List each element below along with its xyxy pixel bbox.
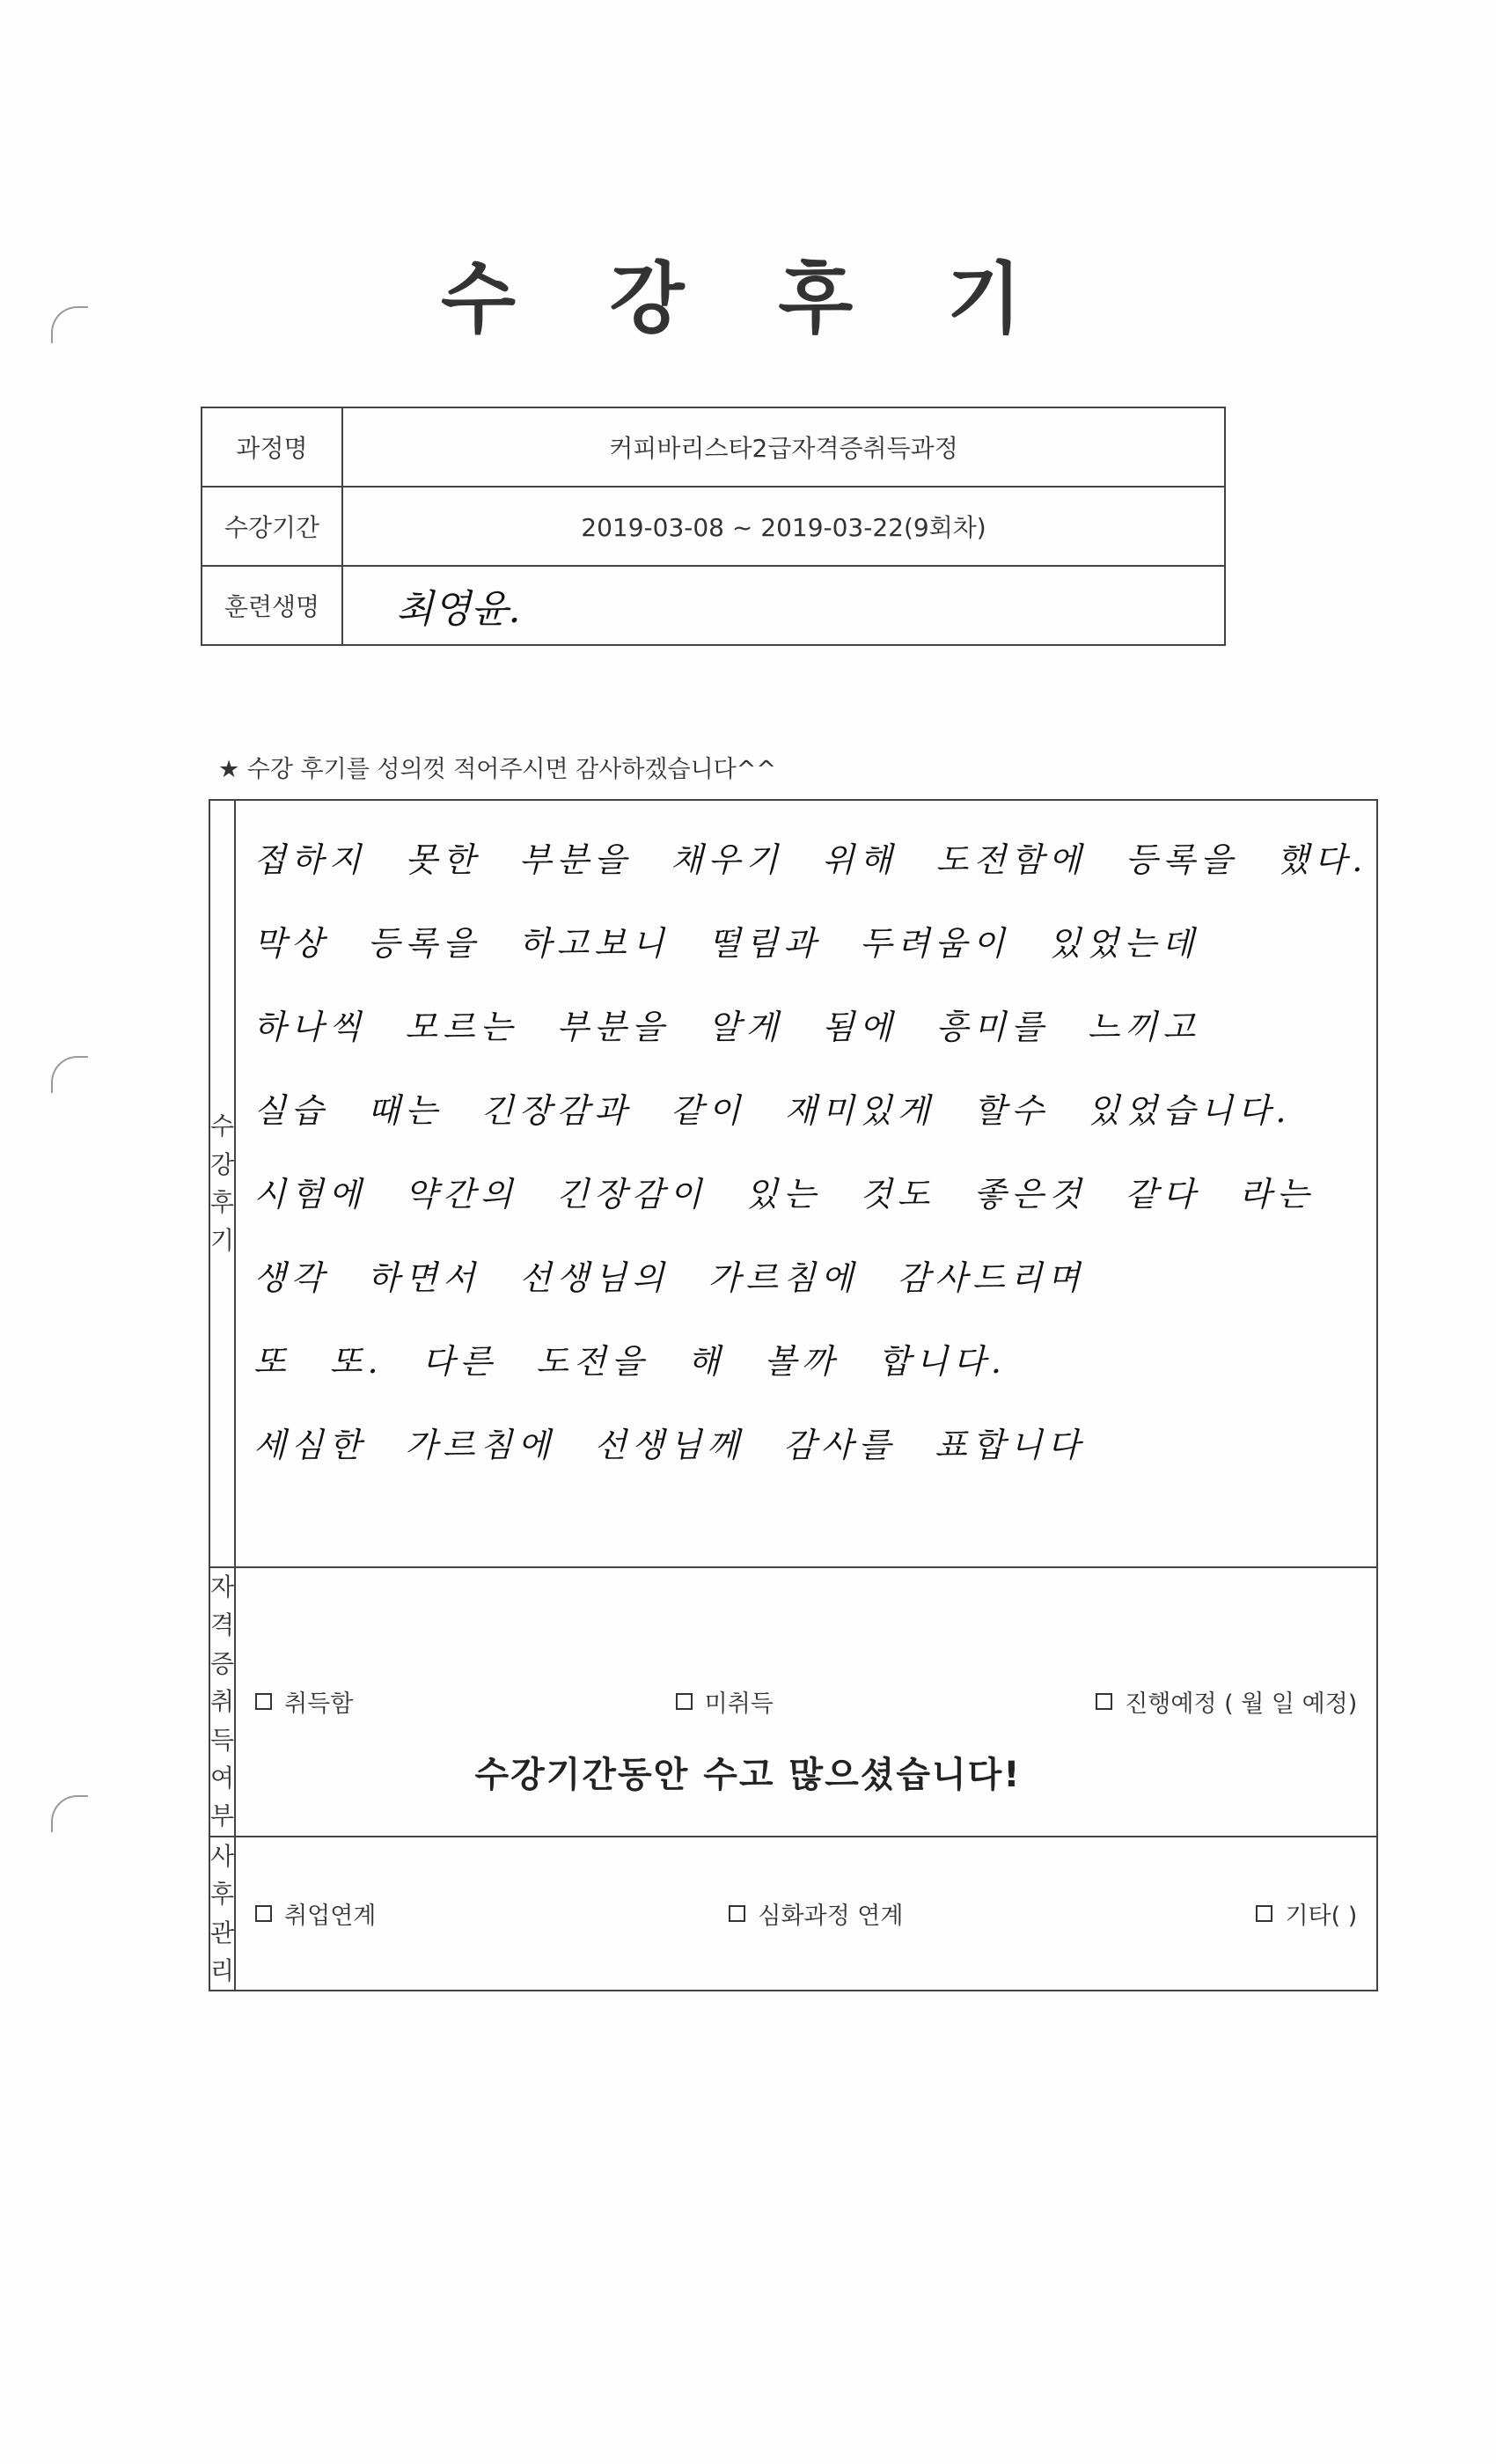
review-lines [236,801,1376,1487]
page-title: 수 강 후 기 [441,253,1055,344]
info-table [201,407,1226,646]
certificate-option-in-progress-label: 진행예정 ( 월 일 예정) [1125,1690,1358,1719]
review-line: 세심한 가르침에 선생님께 감사를 표합니다 [253,1426,1086,1464]
review-content [235,800,1377,1567]
certificate-label-line2: 취득여부 [210,1687,235,1831]
followup-option-other-label: 기타( ) [1285,1903,1358,1931]
checkbox-icon[interactable] [255,1693,272,1710]
review-line: 시험에 약간의 긴장감이 있는 것도 좋은것 같다 라는 [253,1175,1315,1214]
review-line: 접하지 못한 부분을 채우기 위해 도전함에 등록을 했다. [253,840,1368,879]
name-row [202,566,1225,645]
review-line: 실습 때는 긴장감과 같이 재미있게 할수 있었습니다. [253,1091,1292,1130]
followup-row [209,1837,1377,1991]
certificate-option-obtained[interactable] [255,1684,353,1719]
period-value: 2019-03-08 ~ 2019-03-22(9회차) [342,487,1225,566]
checkbox-icon[interactable] [729,1905,745,1922]
period-row [202,487,1225,566]
followup-option-employment-label: 취업연계 [284,1903,377,1931]
course-row [202,407,1225,487]
followup-option-other[interactable] [1256,1896,1357,1931]
certificate-option-obtained-label: 취득함 [284,1690,354,1719]
checkbox-icon[interactable] [1256,1905,1272,1922]
closing-message: 수강기간동안 수고 많으셨습니다! [474,1755,1022,1795]
review-label: 수강후기 [209,800,235,1567]
review-table [209,799,1378,1991]
certificate-option-not-obtained-label: 미취득 [704,1690,774,1719]
course-label: 과정명 [202,407,342,487]
checkbox-icon[interactable] [1096,1693,1112,1710]
instruction-note: ★ 수강 후기를 성의껏 적어주시면 감사하겠습니다^^ [218,756,777,783]
period-label: 수강기간 [202,487,342,566]
checkbox-icon[interactable] [676,1693,693,1710]
review-row [209,800,1377,1567]
review-line: 생각 하면서 선생님의 가르침에 감사드리며 [253,1258,1086,1297]
course-value: 커피바리스타2급자격증취득과정 [342,407,1225,487]
followup-label: 사후관리 [209,1837,235,1991]
followup-option-advanced-course[interactable] [729,1896,903,1931]
followup-option-employment[interactable] [255,1896,376,1931]
review-line: 또 또. 다른 도전을 해 볼까 합니다. [253,1342,1007,1381]
followup-options [235,1837,1377,1991]
review-line: 막상 등록을 하고보니 떨림과 두려움이 있었는데 [253,924,1199,963]
followup-option-advanced-course-label: 심화과정 연계 [758,1903,904,1931]
name-label: 훈련생명 [202,566,342,645]
certificate-option-in-progress[interactable] [1096,1684,1357,1719]
punch-hole [51,1795,88,1832]
name-value: 최영윤. [342,566,1225,645]
certificate-option-not-obtained[interactable] [676,1684,774,1719]
certificate-label-line1: 자격증 [210,1573,235,1678]
review-line: 하나씩 모르는 부분을 알게 됨에 흥미를 느끼고 [253,1008,1200,1046]
punch-hole [51,1056,88,1093]
checkbox-icon[interactable] [255,1905,272,1922]
